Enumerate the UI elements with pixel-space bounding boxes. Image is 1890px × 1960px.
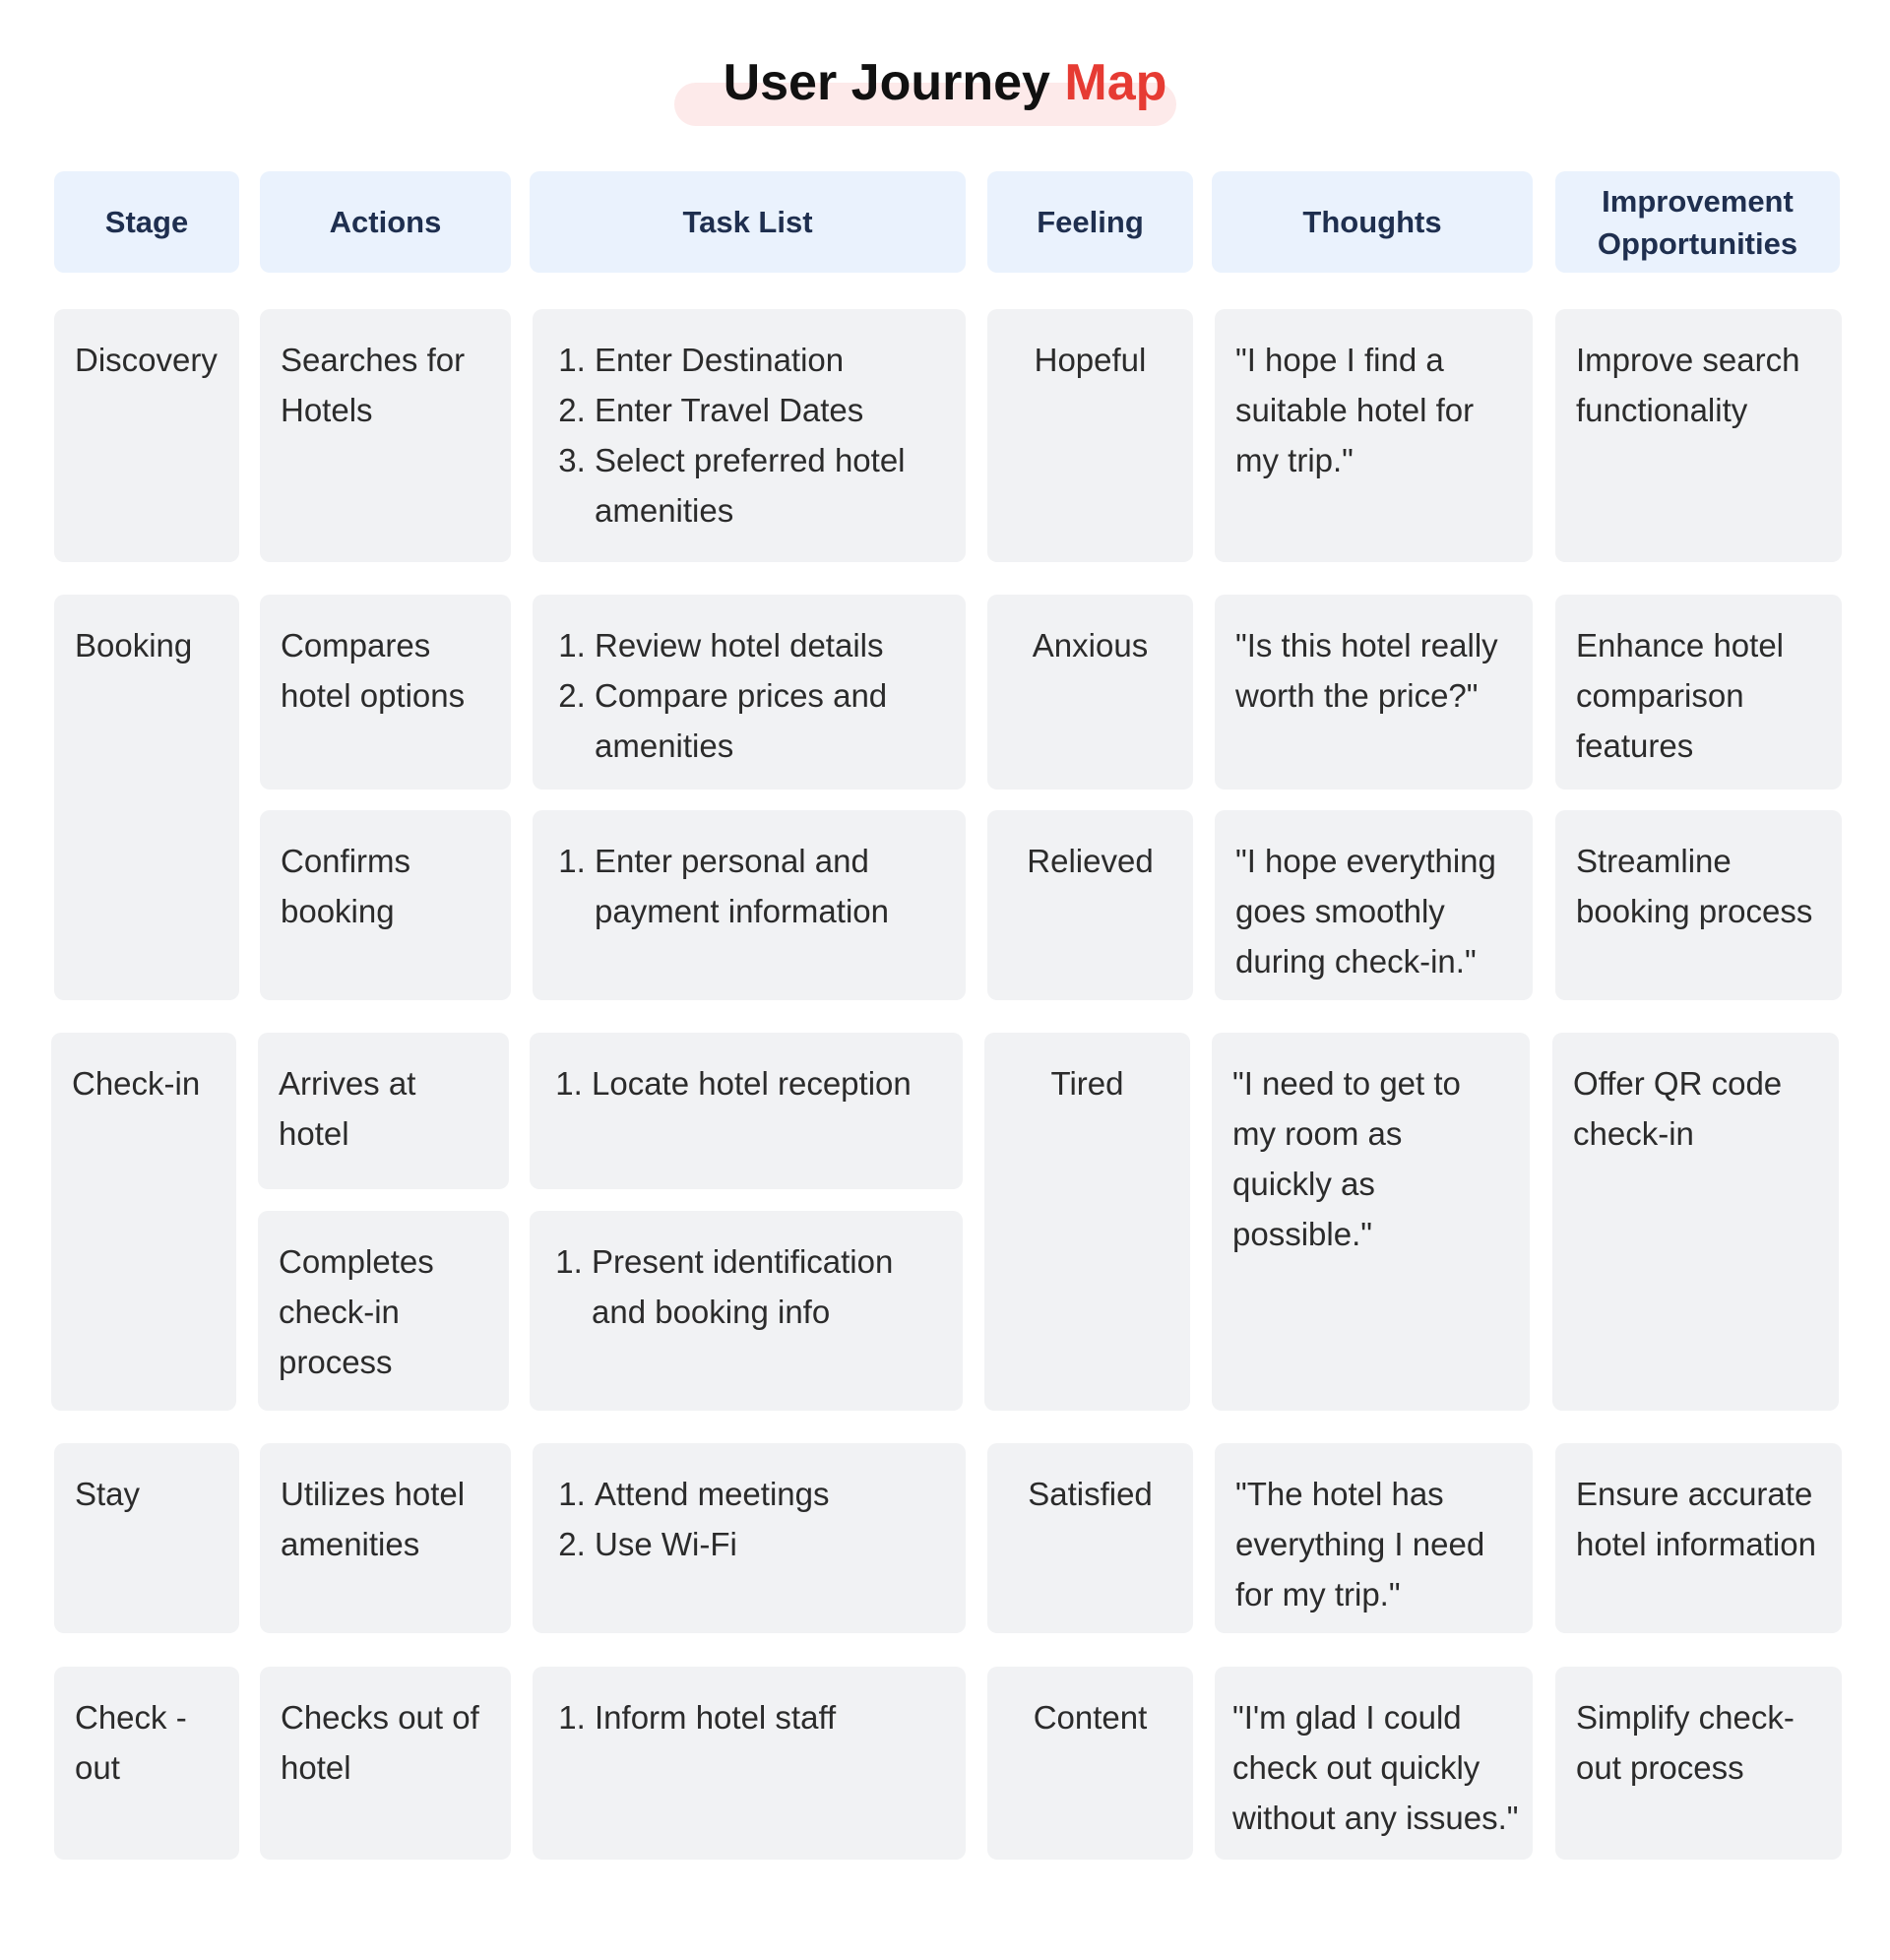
stay-task-item: 1. Attend meetings xyxy=(595,1469,945,1519)
discovery-thought: "I hope I find a suitable hotel for my trip." xyxy=(1215,309,1533,562)
header-thoughts: Thoughts xyxy=(1212,171,1533,273)
discovery-feeling: Hopeful xyxy=(987,309,1193,562)
checkin-arrive-task-list xyxy=(530,1033,963,1189)
booking-compare-thought: "Is this hotel really worth the price?" xyxy=(1215,595,1533,790)
checkin-arrive-action: Arrives at hotel xyxy=(258,1033,509,1189)
checkin-stage: Check-in xyxy=(51,1033,236,1411)
checkin-complete-action: Completes check-in process xyxy=(258,1211,509,1411)
booking-confirm-improvement: Streamline booking process xyxy=(1555,810,1842,1000)
discovery-task-item: 2. Enter Travel Dates xyxy=(595,385,945,435)
discovery-task-item: 1. Enter Destination xyxy=(595,335,945,385)
stay-improvement: Ensure accurate hotel information xyxy=(1555,1443,1842,1633)
checkin-complete-task-list xyxy=(530,1211,963,1411)
checkout-thought: "I'm glad I could check out quickly without any issues." xyxy=(1215,1667,1533,1860)
booking-compare-task-item: 1. Review hotel details xyxy=(595,620,945,670)
booking-confirm-feeling: Relieved xyxy=(987,810,1193,1000)
title-accent: Map xyxy=(1064,54,1167,111)
booking-stage: Booking xyxy=(54,595,239,1000)
discovery-improvement: Improve search functionality xyxy=(1555,309,1842,562)
checkout-feeling: Content xyxy=(987,1667,1193,1860)
header-feeling: Feeling xyxy=(987,171,1193,273)
discovery-task-item: 3. Select preferred hotel amenities xyxy=(595,435,945,536)
checkin-feeling: Tired xyxy=(984,1033,1190,1411)
title-block xyxy=(0,51,1890,140)
discovery-action: Searches for Hotels xyxy=(260,309,511,562)
header-task-list: Task List xyxy=(530,171,966,273)
checkout-stage: Check - out xyxy=(54,1667,239,1860)
checkin-improvement: Offer QR code check-in xyxy=(1552,1033,1839,1411)
header-actions: Actions xyxy=(260,171,511,273)
stay-feeling: Satisfied xyxy=(987,1443,1193,1633)
booking-confirm-action: Confirms booking xyxy=(260,810,511,1000)
booking-confirm-task-item: 1. Enter personal and payment information xyxy=(595,836,945,936)
stay-task-item: 2. Use Wi-Fi xyxy=(595,1519,945,1569)
stay-action: Utilizes hotel amenities xyxy=(260,1443,511,1633)
checkout-action: Checks out of hotel xyxy=(260,1667,511,1860)
booking-confirm-task-list xyxy=(533,810,966,1000)
booking-compare-task-list xyxy=(533,595,966,790)
booking-compare-feeling: Anxious xyxy=(987,595,1193,790)
booking-compare-action: Compares hotel options xyxy=(260,595,511,790)
header-improvement: Improvement Opportunities xyxy=(1555,171,1840,273)
checkin-complete-task-item: 1. Present identification and booking info xyxy=(592,1236,942,1337)
booking-compare-task-item: 2. Compare prices and amenities xyxy=(595,670,945,771)
discovery-stage: Discovery xyxy=(54,309,239,562)
checkout-task-list xyxy=(533,1667,966,1860)
stay-thought: "The hotel has everything I need for my trip." xyxy=(1215,1443,1533,1633)
booking-compare-improvement: Enhance hotel comparison features xyxy=(1555,595,1842,790)
page-title xyxy=(0,51,1890,114)
title-main: User Journey xyxy=(723,54,1050,111)
stay-task-list xyxy=(533,1443,966,1633)
discovery-task-list xyxy=(533,309,966,562)
checkout-task-item: 1. Inform hotel staff xyxy=(595,1692,945,1742)
booking-confirm-thought: "I hope everything goes smoothly during check-in." xyxy=(1215,810,1533,1000)
checkin-thought: "I need to get to my room as quickly as possible." xyxy=(1212,1033,1530,1411)
checkin-arrive-task-item: 1. Locate hotel reception xyxy=(592,1058,942,1108)
stay-stage: Stay xyxy=(54,1443,239,1633)
header-stage: Stage xyxy=(54,171,239,273)
checkout-improvement: Simplify check-out process xyxy=(1555,1667,1842,1860)
